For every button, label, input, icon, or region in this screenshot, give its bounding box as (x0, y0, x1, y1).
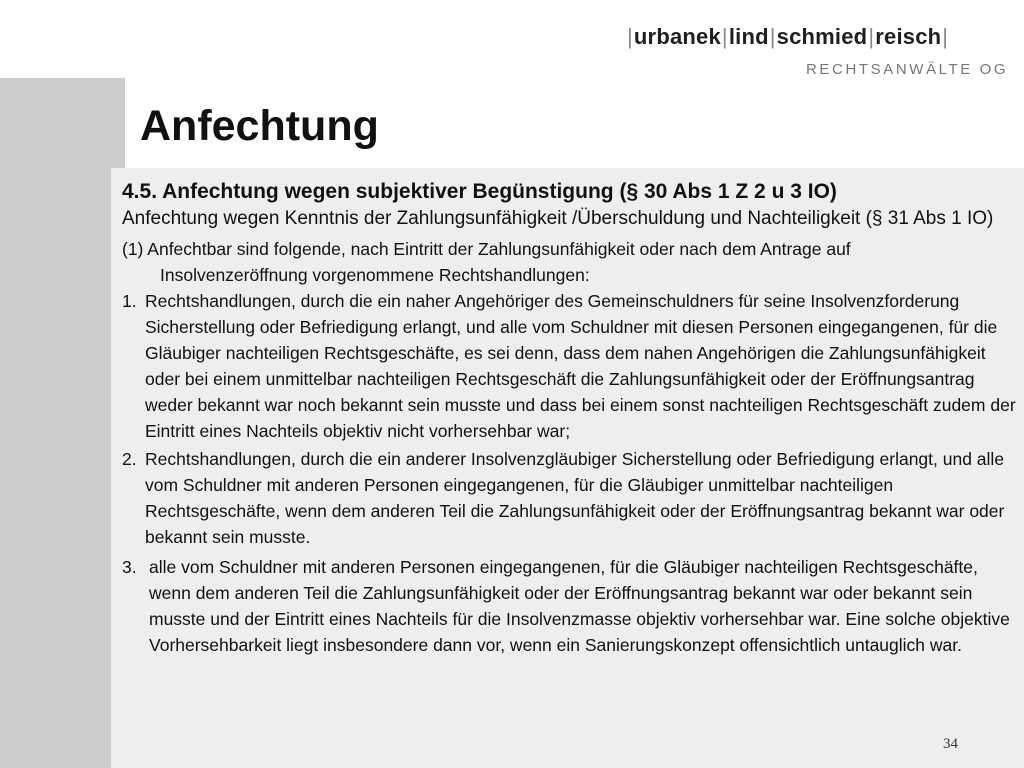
slide-body (122, 178, 1017, 658)
list-item-number: 2. (122, 449, 137, 469)
list-item (122, 554, 1017, 658)
sub-heading: Anfechtung wegen Kenntnis der Zahlungsunfähigkeit /Überschuldung und Nachteiligkeit (§ 31 Abs 1 IO) (122, 208, 994, 229)
firm-subtitle: RECHTSANWÄLTE OG (806, 61, 1009, 78)
list-item-text: alle vom Schuldner mit anderen Personen eingegangenen, für die Gläubiger nachteiligen Rechtsgeschäfte, wenn dem anderen Teil die Zahlungsunfähigkeit oder der Eröffnungsantrag bekannt war oder bekannt sein musste und der Eintritt eines Nachteils für die Insolvenzmasse objektiv vorhersehbar war. Eine solche objektive Vorhersehbarkeit liegt insbesondere dann vor, wenn ein Sanierungskonzept offensichtlich untauglich war. (149, 557, 1010, 655)
list-item (122, 288, 1017, 444)
logo-name-reisch: reisch (875, 24, 942, 49)
page-title: Anfechtung (140, 102, 379, 150)
list-item-text: Rechtshandlungen, durch die ein anderer Insolvenzgläubiger Sicherstellung oder Befriedigung erlangt, und alle vom Schuldner mit anderen Personen eingegangenen, für die Gläubiger unmittelbar nachteiligen Rechtsgeschäfte, wenn dem anderen Teil die Zahlungsunfähigkeit oder der Eröffnungsantrag bekannt war oder bekannt sein musste. (145, 449, 1005, 547)
logo-name-schmied: schmied (776, 24, 868, 49)
logo-name-lind: lind (728, 24, 769, 49)
logo-name-urbanek: urbanek (633, 24, 721, 49)
left-decor-bar (0, 78, 125, 768)
page-number: 34 (943, 736, 958, 752)
paragraph-1-first-line: (1) Anfechtbar sind folgende, nach Eintritt der Zahlungsunfähigkeit oder nach dem Antrage auf (122, 239, 851, 259)
list-item-text: Rechtshandlungen, durch die ein naher Angehöriger des Gemeinschuldners für seine Insolvenzforderung Sicherstellung oder Befriedigung erlangt, und alle vom Schuldner mit diesen Personen eingegangenen, für die Gläubiger nachteiligen Rechtsgeschäfte, es sei denn, dass dem nahen Angehörigen die Zahlungsunfähigkeit oder bei einem unmittelbar nachteiligen Rechtsgeschäft die Zahlungsunfähigkeit oder der Eröffnungsantrag weder bekannt war noch bekannt sein musste und dass bei einem sonst nachteiligen Rechtsgeschäft zudem der Eintritt eines Nachteils objektiv nicht vorhersehbar war; (145, 291, 1016, 441)
firm-logo: |urbanek|lind|schmied|reisch| (627, 24, 949, 49)
list-item-number: 1. (122, 291, 137, 311)
paragraph-1-second-line: Insolvenzeröffnung vorgenommene Rechtshandlungen: (160, 265, 590, 285)
list-item (122, 446, 1017, 550)
list-item-number: 3. (122, 557, 137, 577)
section-heading: 4.5. Anfechtung wegen subjektiver Begünstigung (§ 30 Abs 1 Z 2 u 3 IO) (122, 180, 837, 203)
